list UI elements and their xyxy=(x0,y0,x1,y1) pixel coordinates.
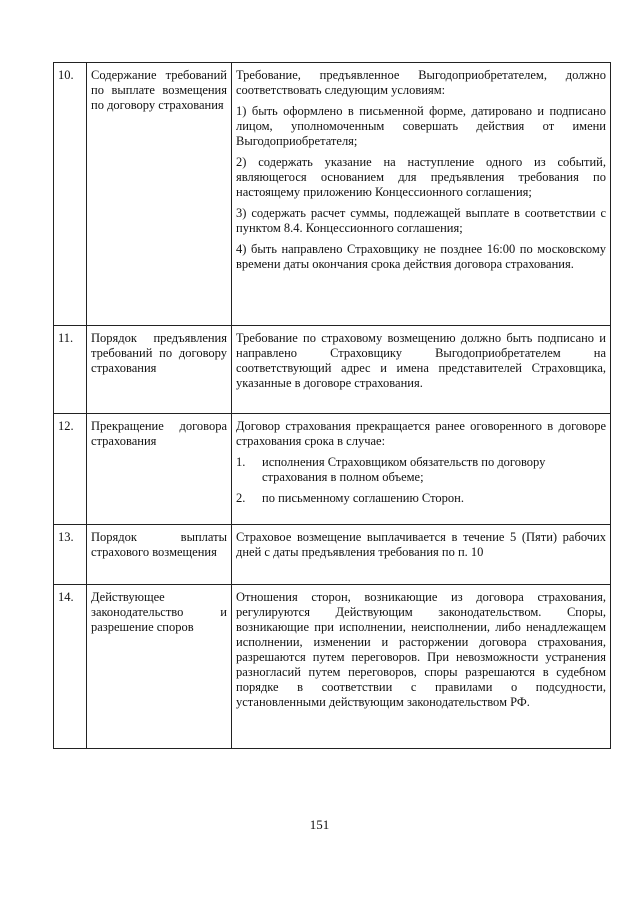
row-title: Порядок предъявления требований по договору страхования xyxy=(87,326,232,414)
body-paragraph: Отношения сторон, возникающие из договора страхования, регулируются Действующим законодательством. Споры, возникающие при исполнении, неисполнении, либо ненадлежащем исполнении, изменении и расторжении договора страхования, разрешаются путем переговоров. При невозможности устранения разногласий путем переговоров, споры разрешаются в судебном порядке в соответствии с правилами о подсудности, установленными действующим законодательством РФ. xyxy=(236,590,606,709)
list-marker: 1. xyxy=(236,455,246,469)
list-item-text: исполнения Страховщиком обязательств по договору страхования в полном объеме; xyxy=(262,455,546,484)
table-row xyxy=(54,326,611,414)
row-number: 11. xyxy=(54,326,87,414)
row-number: 14. xyxy=(54,585,87,749)
row-number: 12. xyxy=(54,414,87,525)
table-row xyxy=(54,525,611,585)
body-paragraph: 2) содержать указание на наступление одного из событий, являющегося основанием для предъявления требования по настоящему приложению Концессионного соглашения; xyxy=(236,155,606,199)
row-title: Порядок выплаты страхового возмещения xyxy=(87,525,232,585)
list-item-text: по письменному соглашению Сторон. xyxy=(262,491,464,505)
body-paragraph: Требование по страховому возмещению должно быть подписано и направлено Страховщику Выгодоприобретателем на соответствующий адрес и имена представителей Страховщика, указанные в договоре страхования. xyxy=(236,331,606,390)
row-body xyxy=(232,414,611,525)
body-paragraph: Страховое возмещение выплачивается в течение 5 (Пяти) рабочих дней с даты предъявления требования по п. 10 xyxy=(236,530,606,559)
row-number: 10. xyxy=(54,63,87,326)
page-number: 151 xyxy=(309,817,330,832)
insurance-terms-table xyxy=(53,62,611,749)
row-title: Содержание требований по выплате возмещения по договору страхования xyxy=(87,63,232,326)
list-item xyxy=(236,491,606,506)
row-title: Прекращение договора страхования xyxy=(87,414,232,525)
row-body xyxy=(232,63,611,326)
row-body xyxy=(232,326,611,414)
body-paragraph: 4) быть направлено Страховщику не позднее 16:00 по московскому времени даты окончания срока действия договора страхования. xyxy=(236,242,606,271)
body-paragraph: Договор страхования прекращается ранее оговоренного в договоре страхования срока в случае: xyxy=(236,419,606,448)
row-title: Действующее законодательство и разрешение споров xyxy=(87,585,232,749)
list-item xyxy=(236,455,606,485)
body-paragraph: 3) содержать расчет суммы, подлежащей выплате в соответствии с пунктом 8.4. Концессионного соглашения; xyxy=(236,206,606,235)
row-number: 13. xyxy=(54,525,87,585)
body-paragraph: Требование, предъявленное Выгодоприобретателем, должно соответствовать следующим условиям: xyxy=(236,68,606,97)
table-row xyxy=(54,414,611,525)
table-row xyxy=(54,63,611,326)
row-body xyxy=(232,585,611,749)
row-body xyxy=(232,525,611,585)
table-row xyxy=(54,585,611,749)
body-paragraph: 1) быть оформлено в письменной форме, датировано и подписано лицом, уполномоченным совершать действия от имени Выгодоприобретателя; xyxy=(236,104,606,148)
list-marker: 2. xyxy=(236,491,246,505)
